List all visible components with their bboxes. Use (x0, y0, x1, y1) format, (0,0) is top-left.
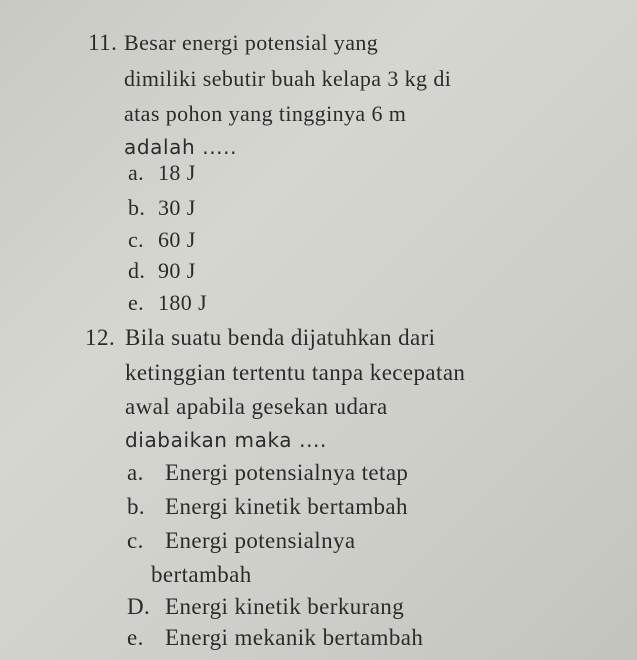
option-b (127, 494, 408, 520)
option-c (127, 528, 356, 554)
question-number: 11. (88, 30, 118, 55)
option-text: 60 J (158, 227, 196, 252)
option-letter: a. (128, 160, 145, 185)
option-b (128, 195, 196, 221)
question-text-line: ketinggian tertentu tanpa kecepatan (125, 360, 466, 385)
question-text-line: atas pohon yang tingginya 6 m (124, 101, 407, 126)
option-d (127, 594, 404, 620)
option-c (128, 227, 196, 253)
question-text-line: Bila suatu benda dijatuhkan dari (125, 325, 436, 350)
option-e (127, 625, 423, 651)
option-a (128, 160, 196, 186)
option-letter: e. (128, 290, 145, 315)
option-text: Energi potensialnya tetap (165, 460, 409, 485)
option-letter: b. (127, 494, 146, 519)
question-text-line: awal apabila gesekan udara (125, 394, 388, 419)
option-e (128, 290, 207, 316)
option-text: Energi potensialnya (165, 528, 356, 553)
question-text-line: dimiliki sebutir buah kelapa 3 kg di (124, 66, 452, 91)
option-letter: d. (128, 258, 146, 283)
question-text-line: Besar energi potensial yang (124, 30, 379, 55)
option-text: 180 J (158, 290, 208, 315)
question-text-line: diabaikan maka .... (125, 428, 327, 452)
option-text: 30 J (158, 195, 196, 220)
option-letter: e. (127, 625, 144, 650)
option-letter: D. (127, 594, 151, 619)
option-letter: c. (127, 528, 144, 553)
option-letter: b. (128, 195, 146, 220)
option-a (127, 460, 408, 486)
question-text-line: adalah ..... (124, 135, 238, 159)
option-d (128, 258, 196, 284)
option-text: Energi mekanik bertambah (165, 625, 424, 650)
option-letter: a. (127, 460, 144, 485)
option-text: Energi kinetik bertambah (165, 494, 408, 519)
option-text: 18 J (158, 160, 196, 185)
option-text: 90 J (158, 258, 196, 283)
option-c-continuation (127, 562, 252, 588)
option-letter: c. (128, 227, 145, 252)
option-text: bertambah (151, 562, 252, 587)
question-number: 12. (85, 325, 116, 350)
option-text: Energi kinetik berkurang (165, 594, 405, 619)
